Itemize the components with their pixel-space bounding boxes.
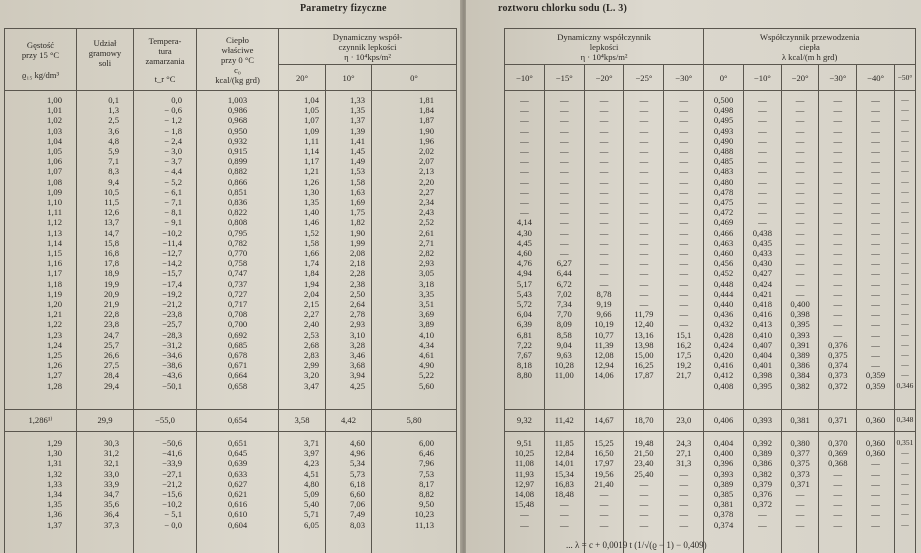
rb2-c-m40: 0,360 0,360 — — — — — — — xyxy=(857,432,895,553)
col-salt-header xyxy=(77,29,134,91)
rvisc-h3: η · 10⁴kps/m² xyxy=(580,51,628,62)
col-visc-header xyxy=(279,29,457,65)
b1-salt: 0,1 1,3 2,5 3,6 4,8 5,9 7,1 8,3 9,4 10,5 11,5 12,6 13,7 14,7 15,8 16,8 17,8 18,9 19,9 20,9 21,9 22,8 23,8 24,7 25,7 26,6 27,5 28,4 29,4 xyxy=(77,91,134,410)
left-page-header: Parametry fizyczne xyxy=(300,3,387,14)
mid-heat: 0,654 xyxy=(197,410,279,432)
visc-sub-20: 20° xyxy=(279,65,326,91)
heat-h1: Ciepło xyxy=(226,34,249,45)
rb2-v-m10: 9,51 10,25 11,08 11,93 12,97 14,08 15,48 — — xyxy=(505,432,545,553)
b1-heat: 1,003 0,986 0,968 0,950 0,932 0,915 0,899 0,882 0,866 0,851 0,836 0,822 0,808 0,795 0,782 0,770 0,758 0,747 0,737 0,727 0,717 0,708 0,700 0,692 0,685 0,678 0,671 0,664 0,658 xyxy=(197,91,279,410)
col-heat-header xyxy=(197,29,279,91)
cond-h2: ciepła xyxy=(799,41,820,52)
col-temp-header xyxy=(134,29,197,91)
rb1-v-m10: — — — — — — — — — — — — 4,14 4,30 4,45 4,60 4,76 4,94 5,17 5,43 5,72 6,04 6,39 6,81 7,22 7,67 8,18 8,80 xyxy=(505,91,545,410)
rb2-v-m20: 15,25 16,50 17,97 19,56 21,40 — — — — xyxy=(584,432,624,553)
rmid-v-m30: 23,0 xyxy=(664,410,704,432)
density-h1: Gęstość xyxy=(26,39,55,50)
b1-v0: 1,81 1,84 1,87 1,90 1,96 2,02 2,07 2,13 2,20 2,27 2,34 2,43 2,52 2,61 2,71 2,82 2,93 3,05 3,18 3,35 3,51 3,69 3,89 4,10 4,34 4,61 4,90 5,22 5,60 xyxy=(372,91,457,410)
rvisc-sub-m10: −10° xyxy=(505,65,545,91)
rmid-v-m15: 11,42 xyxy=(544,410,584,432)
b1-density: 1,00 1,01 1,02 1,03 1,04 1,05 1,06 1,07 1,08 1,09 1,10 1,11 1,12 1,13 1,14 1,15 1,16 1,17 1,18 1,19 1,20 1,21 1,22 1,23 1,24 1,25 1,26 1,27 1,28 xyxy=(5,91,77,410)
rb2-c-m30: 0,370 0,369 0,368 — — — — — — xyxy=(819,432,857,553)
b1-v10: 1,33 1,35 1,37 1,39 1,41 1,45 1,49 1,53 1,58 1,63 1,69 1,75 1,82 1,90 1,99 2,08 2,18 2,28 2,38 2,50 2,64 2,78 2,93 3,10 3,28 3,46 3,68 3,94 4,25 xyxy=(326,91,372,410)
density-h2: przy 15 °C xyxy=(21,49,60,60)
b2-heat: 0,651 0,645 0,639 0,633 0,627 0,621 0,616 0,610 0,604 xyxy=(197,432,279,553)
b2-density: 1,29 1,30 1,31 1,32 1,33 1,34 1,35 1,36 1,37 xyxy=(5,432,77,553)
rb2-c-m50: 0,351 — — — — — — — — xyxy=(894,432,915,553)
rb2-c-m10: 0,392 0,389 0,386 0,382 0,379 0,376 0,372 — — xyxy=(744,432,782,553)
rb1-c-m10: — — — — — — — — — — — — — 0,438 0,435 0,433 0,430 0,427 0,424 0,421 0,418 0,416 0,413 0,410 0,407 0,404 0,401 0,398 0,395 xyxy=(744,91,782,410)
temp-h3: zamarzania xyxy=(145,55,185,66)
rb2-v-m15: 11,85 12,84 14,01 15,34 16,83 18,48 — — — xyxy=(544,432,584,553)
rcol-cond-header xyxy=(704,29,916,65)
rb2-v-m30: 24,3 27,1 31,3 — — — — — — xyxy=(664,432,704,553)
rmid-c-m30: 0,371 xyxy=(819,410,857,432)
cond-sub-m30: −30° xyxy=(819,65,857,91)
rmid-v-m10: 9,32 xyxy=(505,410,545,432)
rmid-v-m25: 18,70 xyxy=(624,410,664,432)
right-table xyxy=(504,28,916,553)
rb1-c-m40: — — — — — — — — — — — — — — — — — — — — — — — — — — — 0,359 0,359 xyxy=(857,91,895,410)
temp-h2: tura xyxy=(158,45,172,56)
density-h3: ϱ₁₅ kg/dm³ xyxy=(21,69,60,80)
rvisc-h2: lepkości xyxy=(589,41,619,52)
rb1-v-m15: — — — — — — — — — — — — — — — — 6,27 6,44 6,72 7,02 7,34 7,70 8,09 8,58 9,04 9,63 10,28 11,00 xyxy=(544,91,584,410)
cond-sub-m10: −10° xyxy=(744,65,782,91)
b2-salt: 30,3 31,2 32,1 33,0 33,9 34,7 35,6 36,4 37,3 xyxy=(77,432,134,553)
visc-h1: Dynamiczny współ- xyxy=(332,31,403,42)
rb1-c-m30: — — — — — — — — — — — — — — — — — — — — — — — — 0,376 0,375 0,374 0,373 0,372 xyxy=(819,91,857,410)
rb1-c-m50: — — — — — — — — — — — — — — — — — — — — — — — — — — — — 0,346 xyxy=(894,91,915,410)
b2-v10: 4,60 4,96 5,34 5,73 6,18 6,60 7,06 7,49 8,03 xyxy=(326,432,372,553)
mid-v0: 5,80 xyxy=(372,410,457,432)
rb2-c-m20: 0,380 0,377 0,375 0,373 0,371 — — — — xyxy=(781,432,819,553)
salt-h3: soli xyxy=(98,57,112,68)
right-page xyxy=(466,0,921,553)
cond-h3: λ kcal/(m h grd) xyxy=(781,51,838,62)
heat-h4: c₀ xyxy=(234,64,241,75)
rb2-c-0: 0,404 0,400 0,396 0,393 0,389 0,385 0,381 0,378 0,374 xyxy=(704,432,744,553)
mid-temp: −55,0 xyxy=(134,410,197,432)
rvisc-sub-m15: −15° xyxy=(544,65,584,91)
rb1-v-m20: — — — — — — — — — — — — — — — — — — — 8,78 9,19 9,66 10,19 10,77 11,39 12,08 12,94 14,06 xyxy=(584,91,624,410)
rb1-v-m25: — — — — — — — — — — — — — — — — — — — — — 11,79 12,40 13,16 13,98 15,00 16,25 17,87 xyxy=(624,91,664,410)
rb1-c-m20: — — — — — — — — — — — — — — — — — — — — 0,400 0,398 0,395 0,393 0,391 0,389 0,386 0,384 0,382 xyxy=(781,91,819,410)
cond-h1: Współczynnik przewodzenia xyxy=(759,31,860,42)
temp-h4: t_r °C xyxy=(154,73,176,84)
b1-v20: 1,04 1,05 1,07 1,09 1,11 1,14 1,17 1,21 1,26 1,30 1,35 1,40 1,46 1,52 1,58 1,66 1,74 1,84 1,94 2,04 2,15 2,27 2,40 2,53 2,68 2,83 2,99 3,20 3,47 xyxy=(279,91,326,410)
b2-temp: −50,6 −41,6 −33,9 −27,1 −21,2 −15,6 −10,2 − 5,1 − 0,0 xyxy=(134,432,197,553)
rb2-v-m25: 19,48 21,50 23,40 25,40 — — — — — xyxy=(624,432,664,553)
rmid-c-0: 0,406 xyxy=(704,410,744,432)
visc-h2: czynnik lepkości xyxy=(338,41,397,52)
col-density-header xyxy=(5,29,77,91)
visc-sub-0: 0° xyxy=(372,65,457,91)
mid-v20: 3,58 xyxy=(279,410,326,432)
temp-h1: Tempera- xyxy=(148,35,182,46)
salt-h2: gramowy xyxy=(88,47,122,58)
rb1-c-0: 0,500 0,498 0,495 0,493 0,490 0,488 0,485 0,483 0,480 0,478 0,475 0,472 0,469 0,466 0,463 0,460 0,456 0,452 0,448 0,444 0,440 0,436 0,432 0,428 0,424 0,420 0,416 0,412 0,408 xyxy=(704,91,744,410)
rcol-visc-header xyxy=(505,29,704,65)
rmid-v-m20: 14,67 xyxy=(584,410,624,432)
visc-h3: η · 10⁴kps/m² xyxy=(344,51,391,62)
rvisc-sub-m30: −30° xyxy=(664,65,704,91)
rb1-v-m30: — — — — — — — — — — — — — — — — — — — — — — — 15,1 16,2 17,5 19,2 21,7 xyxy=(664,91,704,410)
visc-sub-10: 10° xyxy=(326,65,372,91)
rvisc-sub-m25: −25° xyxy=(624,65,664,91)
b2-v0: 6,00 6,46 7,96 7,53 8,17 8,82 9,50 10,23 11,13 xyxy=(372,432,457,553)
cond-sub-m50: −50° xyxy=(894,65,915,91)
footer-formula: ... λ = c + 0,0019 t (1/√(ϱ − 1) − 0,409) xyxy=(566,540,707,550)
rmid-c-m10: 0,393 xyxy=(744,410,782,432)
b1-temp: 0,0 − 0,6 − 1,2 − 1,8 − 2,4 − 3,0 − 3,7 − 4,4 − 5,2 − 6,1 − 7,1 − 8,1 − 9,1 −10,2 −11,4 −12,7 −14,2 −15,7 −17,4 −19,2 −21,2 −23,8 −25,7 −28,3 −31,2 −34,6 −38,6 −43,6 −50,1 xyxy=(134,91,197,410)
b2-v20: 3,71 3,97 4,23 4,51 4,80 5,09 5,40 5,71 6,05 xyxy=(279,432,326,553)
right-page-header: roztworu chlorku sodu (L. 3) xyxy=(498,3,628,14)
mid-salt: 29,9 xyxy=(77,410,134,432)
rvisc-sub-m20: −20° xyxy=(584,65,624,91)
cond-sub-m20: −20° xyxy=(781,65,819,91)
cond-sub-m40: −40° xyxy=(857,65,895,91)
rvisc-h1: Dynamiczny współczynnik xyxy=(557,31,651,42)
heat-h2: właściwe xyxy=(221,44,254,55)
left-table xyxy=(4,28,457,553)
rmid-c-m40: 0,360 xyxy=(857,410,895,432)
rmid-c-m20: 0,381 xyxy=(781,410,819,432)
heat-h3: przy 0 °C xyxy=(220,54,255,65)
rmid-c-m50: 0,348 xyxy=(894,410,915,432)
salt-h1: Udział xyxy=(93,37,117,48)
cond-sub-0: 0° xyxy=(704,65,744,91)
mid-density: 1,286¹⁾ xyxy=(5,410,77,432)
heat-h5: kcal/(kg grd) xyxy=(215,74,260,85)
mid-v10: 4,42 xyxy=(326,410,372,432)
